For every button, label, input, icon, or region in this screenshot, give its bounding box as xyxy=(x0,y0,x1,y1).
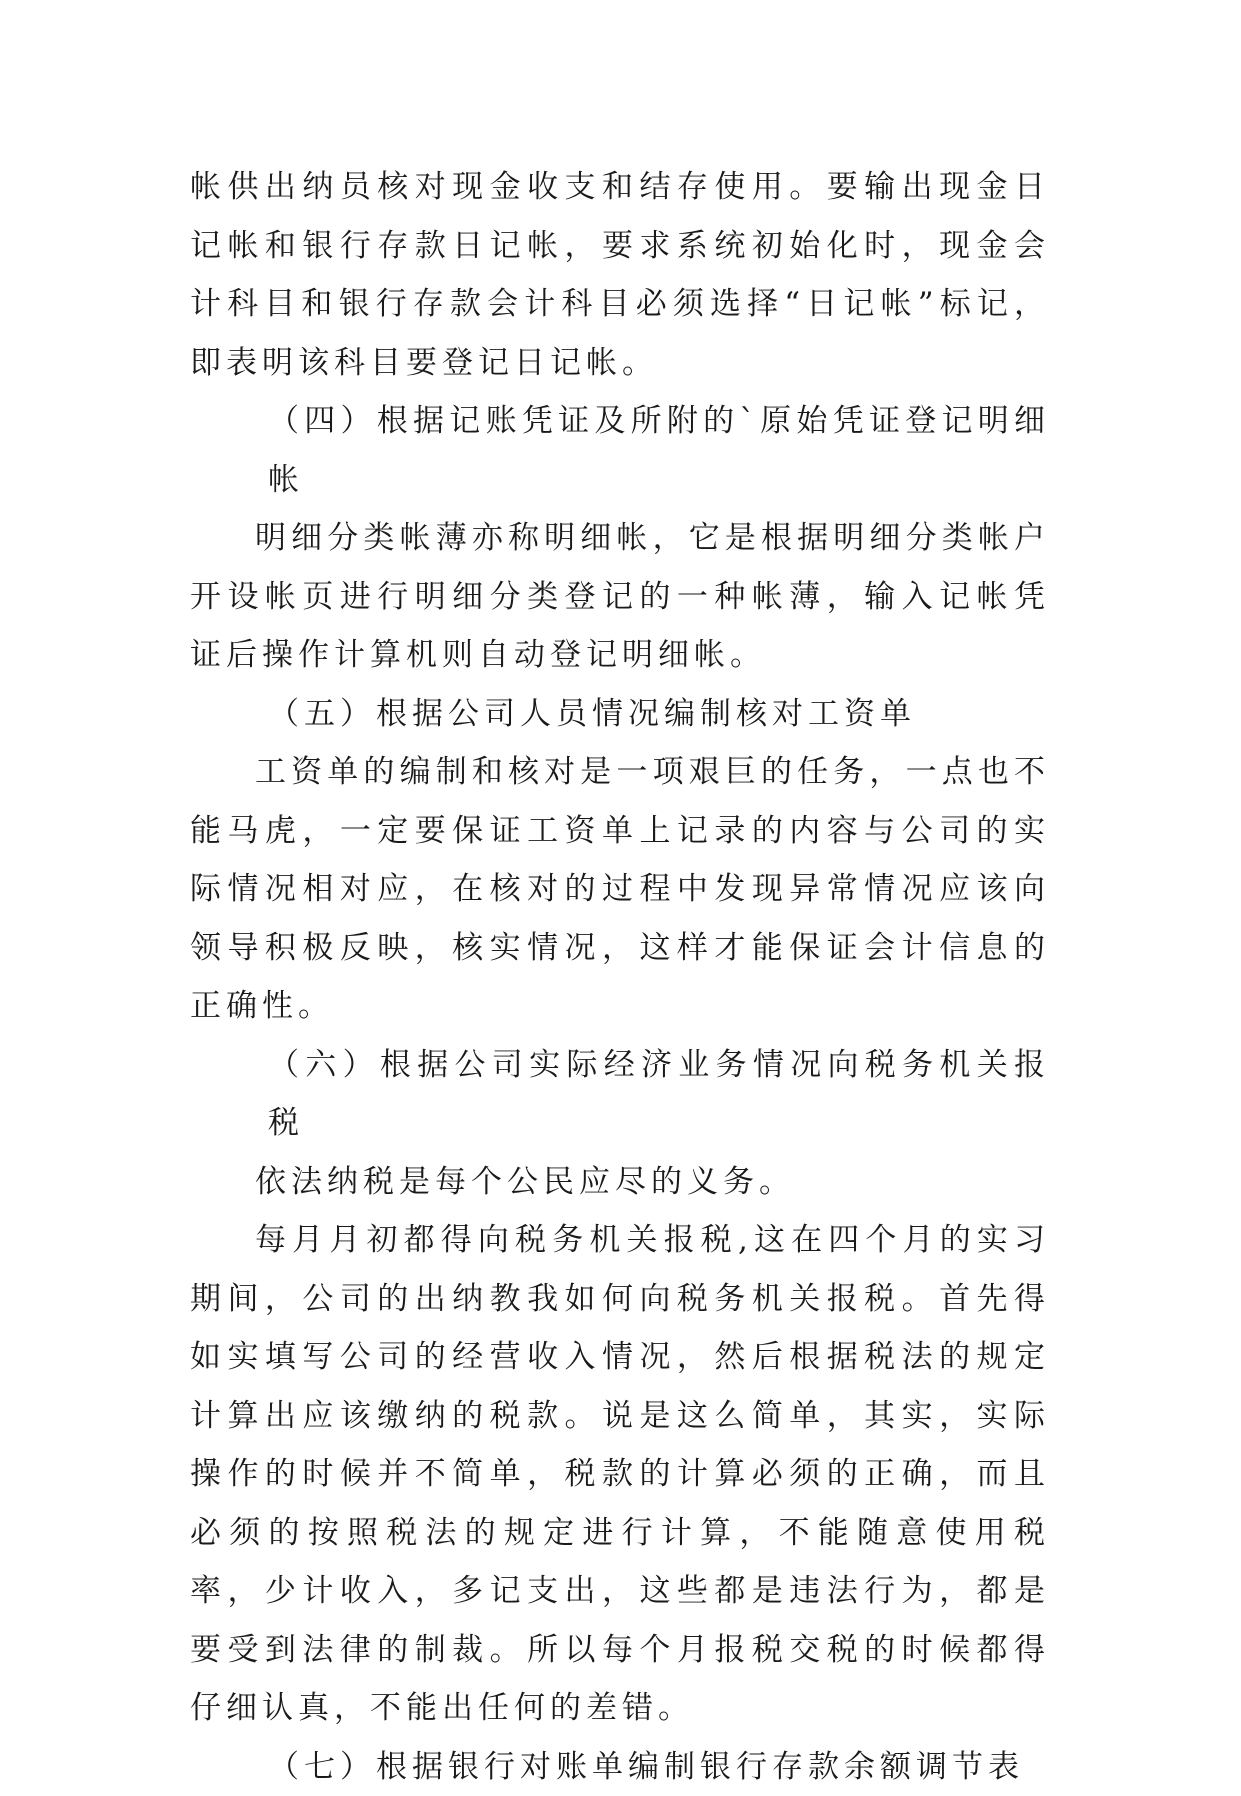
paragraph-payroll: 工资单的编制和核对是一项艰巨的任务，一点也不能马虎，一定要保证工资单上记录的内容与公司的实际情况相对应，在核对的过程中发现异常情况应该向领导积极反映，核实情况，这样才能保证会计信息的正确性。 xyxy=(190,743,1050,1036)
document-body xyxy=(190,158,1050,1796)
section-heading-6: （六）根据公司实际经济业务情况向税务机关报税 xyxy=(190,1036,1050,1153)
section-heading-4: （四）根据记账凭证及所附的`原始凭证登记明细帐 xyxy=(190,392,1050,509)
paragraph-detail-ledger: 明细分类帐薄亦称明细帐，它是根据明细分类帐户开设帐页进行明细分类登记的一种帐薄，输入记帐凭证后操作计算机则自动登记明细帐。 xyxy=(190,509,1050,685)
paragraph-tax-duty: 依法纳税是每个公民应尽的义务。 xyxy=(190,1153,1050,1212)
paragraph-cash-journal: 帐供出纳员核对现金收支和结存使用。要输出现金日记帐和银行存款日记帐，要求系统初始化时，现金会计科目和银行存款会计科目必须选择“日记帐”标记，即表明该科目要登记日记帐。 xyxy=(190,158,1050,392)
section-heading-5: （五）根据公司人员情况编制核对工资单 xyxy=(190,685,1050,744)
section-heading-7: （七）根据银行对账单编制银行存款余额调节表 xyxy=(190,1738,1050,1796)
paragraph-tax-filing: 每月月初都得向税务机关报税,这在四个月的实习期间，公司的出纳教我如何向税务机关报税。首先得如实填写公司的经营收入情况，然后根据税法的规定计算出应该缴纳的税款。说是这么简单，其实，实际操作的时候并不简单，税款的计算必须的正确，而且必须的按照税法的规定进行计算，不能随意使用税率，少计收入，多记支出，这些都是违法行为，都是要受到法律的制裁。所以每个月报税交税的时候都得仔细认真，不能出任何的差错。 xyxy=(190,1211,1050,1738)
